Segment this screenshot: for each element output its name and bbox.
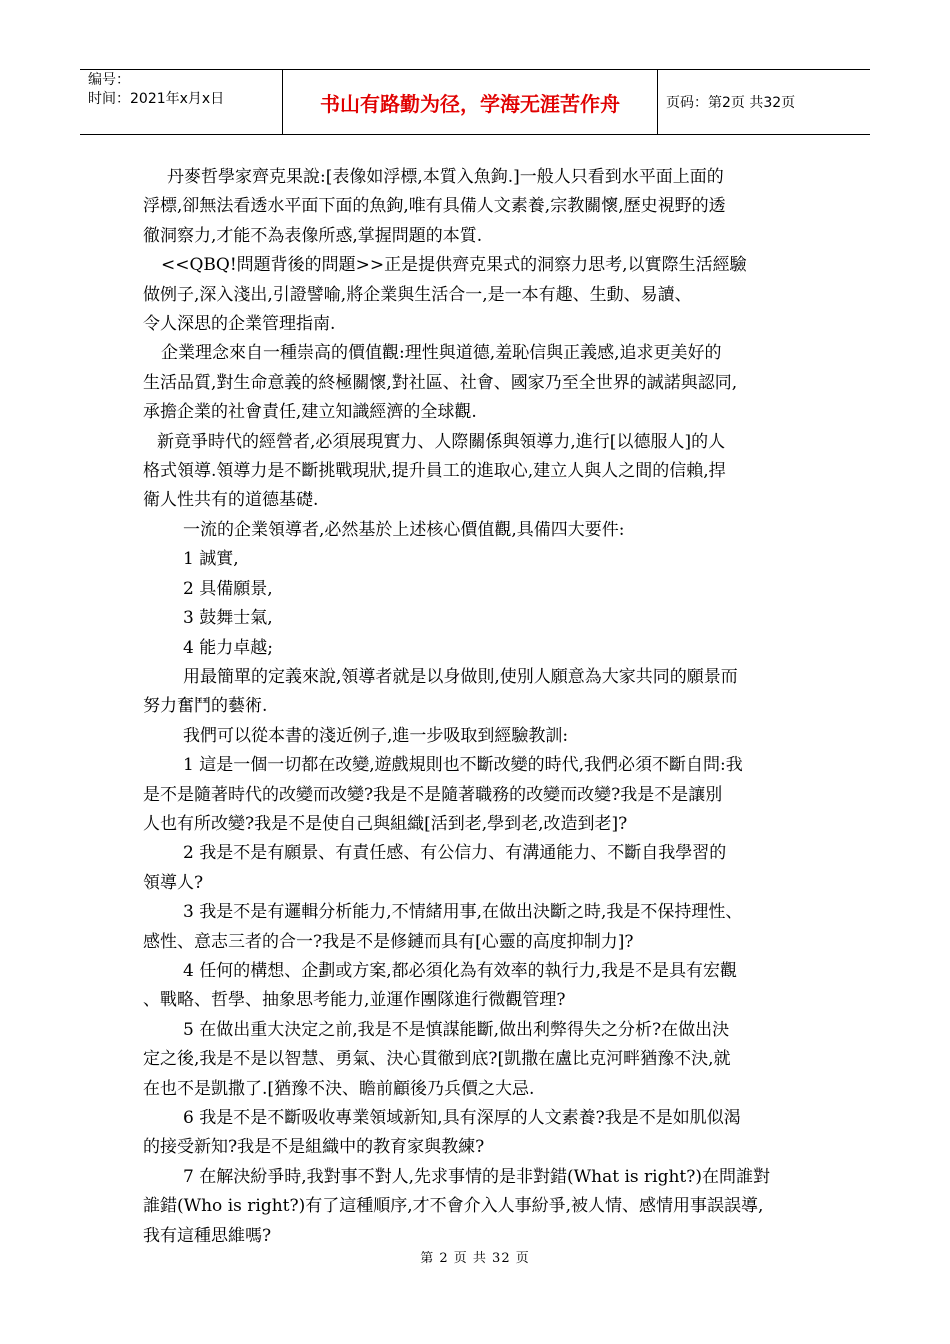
text-line: 定之後,我是不是以智慧、勇氣、決心貫徹到底?[凱撒在盧比克河畔猶豫不決,就: [143, 1049, 731, 1070]
text-line: 生活品質,對生命意義的終極關懷,對社區、社會、國家乃至全世界的誠諾與認同,: [143, 372, 738, 393]
text-line: 人也有所改變?我是不是使自己與組織[活到老,學到老,改造到老]?: [143, 813, 628, 834]
text-line: 誰錯(Who is right?)有了這種順序,才不會介入人事紛爭,被人情、感情用事誤誤導,: [143, 1196, 764, 1217]
header-motto: 书山有路勤为径，学海无涯苦作舟: [282, 70, 658, 134]
text-line: 徹洞察力,才能不為表像所惑,掌握問題的本質.: [143, 225, 483, 246]
paragraph: [143, 545, 813, 574]
paragraph: [143, 634, 813, 663]
page-footer: 第 2 页 共 32 页: [420, 1251, 530, 1266]
text-line: 企業理念來自一種崇高的價值觀:理性與道德,羞恥信與正義感,追求更美好的: [161, 343, 722, 364]
paragraph: [143, 839, 813, 898]
paragraph: [143, 575, 813, 604]
document-body: [143, 163, 813, 1251]
text-line: 衛人性共有的道德基礎.: [143, 490, 319, 511]
header-meta: [80, 70, 282, 134]
paragraph: [143, 339, 813, 427]
text-line: 做例子,深入淺出,引證譬喻,將企業與生活合一,是一本有趣、生動、易讀、: [143, 284, 692, 305]
paragraph: [143, 604, 813, 633]
text-line: 一流的企業領導者,必然基於上述核心價值觀,具備四大要件:: [183, 519, 625, 540]
paragraph: [143, 663, 813, 722]
text-line: 我們可以從本書的淺近例子,進一步吸取到經驗教訓:: [183, 725, 569, 746]
text-line: 令人深思的企業管理指南.: [143, 314, 336, 335]
paragraph: [143, 898, 813, 957]
text-line: 2 具備願景,: [183, 578, 273, 599]
paragraph: [143, 957, 813, 1016]
text-line: 領導人?: [143, 872, 204, 893]
text-line: 感性、意志三者的合一?我是不是修鏈而具有[心靈的高度抑制力]?: [143, 931, 634, 952]
paragraph: [143, 1163, 813, 1251]
text-line: 浮標,卻無法看透水平面下面的魚鉤,唯有具備人文素養,宗教關懷,歷史視野的透: [143, 196, 726, 217]
paragraph: [143, 722, 813, 751]
paragraph: [143, 1104, 813, 1163]
text-line: 在也不是凱撒了.[猶豫不決、瞻前顧後乃兵價之大忌.: [143, 1078, 535, 1099]
paragraph: [143, 1016, 813, 1104]
text-line: 的接受新知?我是不是組織中的教育家與教練?: [143, 1137, 485, 1158]
paragraph: [143, 516, 813, 545]
text-line: 承擔企業的社會責任,建立知識經濟的全球觀.: [143, 402, 477, 423]
text-line: 2 我是不是有願景、有責任感、有公信力、有溝通能力、不斷自我學習的: [183, 843, 727, 864]
text-line: 我有這種思維嗎?: [143, 1225, 272, 1246]
text-line: 努力奮鬥的藝術.: [143, 696, 268, 717]
text-line: 3 我是不是有邏輯分析能力,不情緒用事,在做出決斷之時,我是不保持理性、: [183, 902, 743, 923]
text-line: 6 我是不是不斷吸收專業領域新知,具有深厚的人文素養?我是不是如肌似渴: [183, 1108, 741, 1128]
header-page-info: 页码：第2页 共32页: [666, 95, 796, 111]
text-line: 4 能力卓越;: [183, 637, 273, 658]
text-line: 7 在解決紛爭時,我對事不對人,先求事情的是非對錯(What is right?)在問誰對: [183, 1166, 770, 1187]
paragraph: [143, 163, 813, 251]
text-line: <<QBQ!問題背後的問題>>正是提供齊克果式的洞察力思考,以實際生活經驗: [161, 255, 747, 276]
paragraph: [143, 428, 813, 516]
text-line: 4 任何的構想、企劃或方案,都必須化為有效率的執行力,我是不是具有宏觀: [183, 960, 738, 981]
text-line: 5 在做出重大決定之前,我是不是慎謀能斷,做出利弊得失之分析?在做出決: [183, 1019, 730, 1040]
text-line: 1 這是一個一切都在改變,遊戲規則也不斷改變的時代,我們必須不斷自問:我: [183, 755, 743, 776]
document-time-label: 时间：2021年x月x日: [88, 91, 225, 107]
page-header: [80, 69, 870, 135]
text-line: 是不是隨著時代的改變而改變?我是不是隨著職務的改變而改變?我是不是讓別: [143, 784, 723, 805]
text-line: 用最簡單的定義來說,領導者就是以身做則,使別人願意為大家共同的願景而: [183, 666, 738, 687]
paragraph: [143, 251, 813, 339]
text-line: 新竟爭時代的經營者,必須展現實力、人際關係與領導力,進行[以德服人]的人: [157, 431, 726, 452]
document-number-label: 编号：: [88, 72, 130, 88]
text-line: 1 誠實,: [183, 549, 239, 570]
paragraph: [143, 751, 813, 839]
text-line: 丹麥哲學家齊克果說:[表像如浮標,本質入魚鉤.]一般人只看到水平面上面的: [167, 167, 724, 187]
text-line: 格式領導.領導力是不斷挑戰現狀,提升員工的進取心,建立人與人之間的信賴,捍: [143, 461, 726, 482]
text-line: 、戰略、哲學、抽象思考能力,並運作團隊進行微觀管理?: [143, 990, 566, 1011]
text-line: 3 鼓舞士氣,: [183, 608, 273, 629]
